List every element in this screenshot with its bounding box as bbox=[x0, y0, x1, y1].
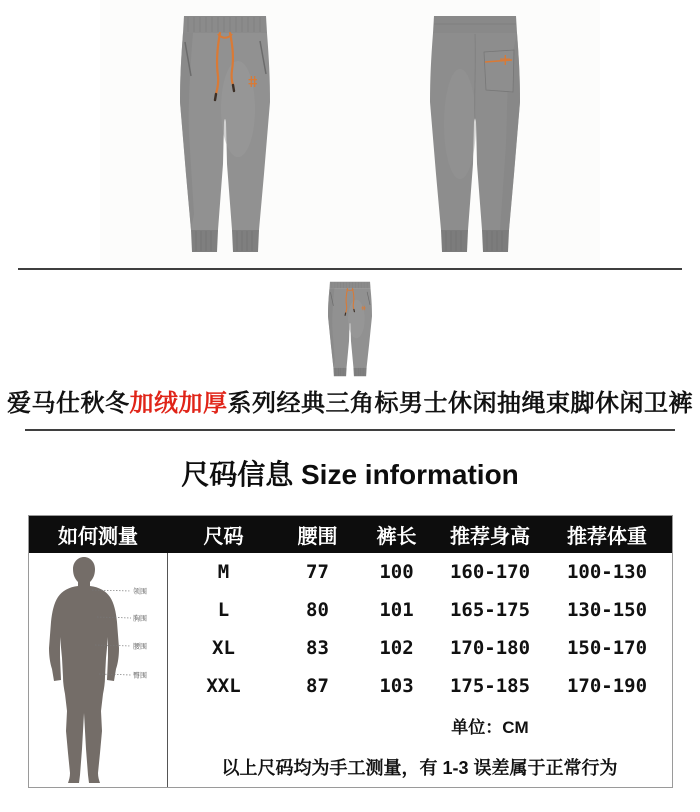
measurement-figure-column bbox=[29, 553, 168, 787]
cell-height-xl: 170-180 bbox=[449, 636, 531, 659]
title-highlight: 加绒加厚 bbox=[129, 390, 228, 417]
title-prefix: 爱马仕秋冬 bbox=[7, 390, 130, 417]
cell-length-xxl: 103 bbox=[379, 674, 414, 697]
cell-weight-xxl: 170-190 bbox=[566, 674, 648, 697]
title-suffix: 系列经典三角标男士休闲抽绳束脚休闲卫裤 bbox=[227, 390, 693, 417]
size-table-header bbox=[29, 516, 672, 553]
cell-size-xxl: XXL bbox=[206, 674, 241, 697]
cell-length-l: 101 bbox=[379, 598, 414, 621]
cell-size-xl: XL bbox=[212, 636, 235, 659]
product-photo-front bbox=[100, 0, 350, 268]
divider-under-title bbox=[25, 429, 675, 431]
cell-height-m: 160-170 bbox=[449, 560, 531, 583]
pants-front-image bbox=[180, 14, 270, 254]
cell-weight-xl: 150-170 bbox=[566, 636, 648, 659]
header-recommended-weight: 推荐体重 bbox=[567, 525, 647, 548]
unit-label: 单位：CM bbox=[451, 718, 529, 738]
cell-waist-m: 77 bbox=[306, 560, 329, 583]
body-measurement-figure bbox=[29, 553, 168, 787]
body-silhouette bbox=[49, 557, 119, 783]
measurement-note: 以上尺码均为手工测量，有 1-3 误差属于正常行为 bbox=[221, 757, 618, 778]
cell-waist-xl: 83 bbox=[306, 636, 329, 659]
figure-label-chest: 胸围 bbox=[132, 615, 147, 623]
header-waist: 腰围 bbox=[297, 525, 338, 548]
size-data-grid bbox=[168, 553, 672, 787]
header-size: 尺码 bbox=[203, 525, 244, 548]
figure-label-waist: 腰围 bbox=[132, 643, 147, 651]
header-how-to-measure: 如何测量 bbox=[58, 525, 138, 548]
cell-length-m: 100 bbox=[379, 560, 414, 583]
pants-back-image bbox=[430, 14, 520, 254]
header-pant-length: 裤长 bbox=[376, 525, 417, 548]
cell-size-m: M bbox=[217, 560, 230, 583]
product-photo-back bbox=[350, 0, 600, 268]
size-table bbox=[28, 515, 673, 788]
cell-waist-l: 80 bbox=[306, 598, 329, 621]
header-recommended-height: 推荐身高 bbox=[450, 525, 530, 548]
cell-length-xl: 102 bbox=[379, 636, 414, 659]
thumbnail-row bbox=[0, 270, 700, 388]
cell-height-l: 165-175 bbox=[449, 598, 531, 621]
product-thumbnail bbox=[328, 281, 372, 377]
size-info-heading: 尺码信息 Size information bbox=[181, 458, 519, 490]
product-gallery bbox=[0, 0, 700, 268]
product-title bbox=[0, 390, 700, 419]
size-table-body bbox=[29, 553, 672, 787]
figure-label-hip: 臀围 bbox=[132, 672, 147, 680]
cell-weight-l: 130-150 bbox=[566, 598, 648, 621]
cell-weight-m: 100-130 bbox=[566, 560, 648, 583]
cell-waist-xxl: 87 bbox=[306, 674, 329, 697]
cell-size-l: L bbox=[217, 598, 230, 621]
figure-label-neck: 领围 bbox=[132, 588, 147, 596]
cell-height-xxl: 175-185 bbox=[449, 674, 531, 697]
